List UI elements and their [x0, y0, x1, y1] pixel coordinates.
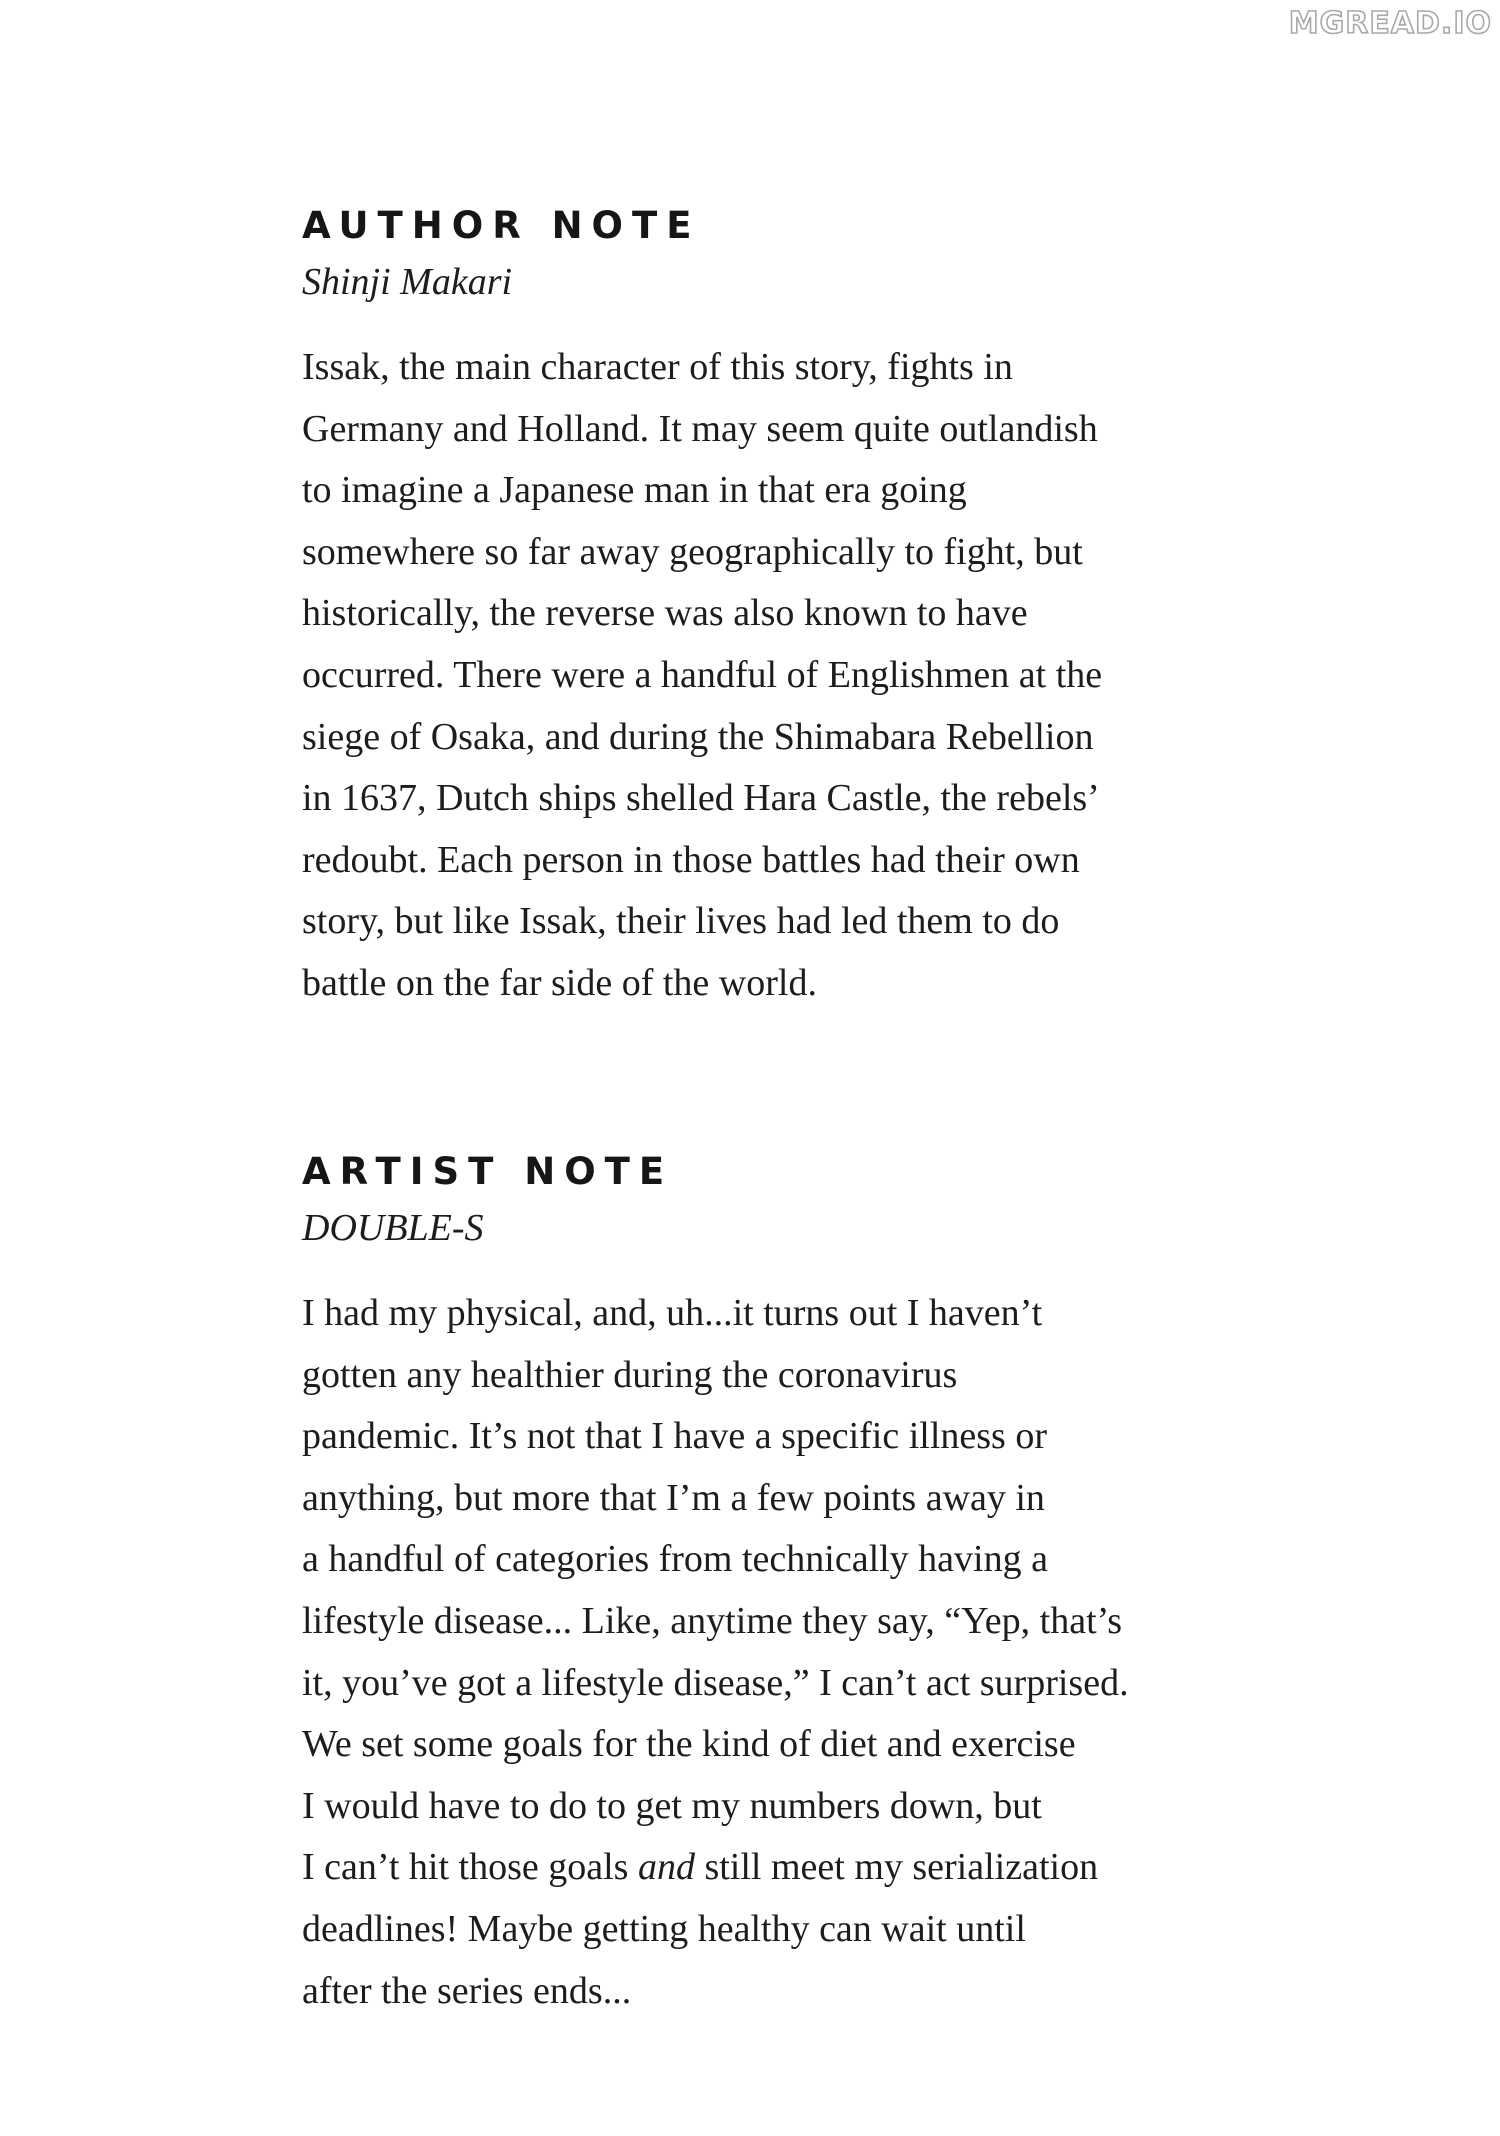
artist-name: DOUBLE-S [302, 1207, 484, 1249]
author-note [302, 198, 1302, 1015]
text-line: anything, but more that I’m a few points away in [302, 1476, 1045, 1519]
text-line: Issak, the main character of this story, fights in [302, 346, 1013, 388]
text-line: to imagine a Japanese man in that era going [302, 469, 967, 512]
text-line: I had my physical, and, uh...it turns out I haven’t [302, 1292, 1043, 1334]
text-line: deadlines! Maybe getting healthy can wait until [302, 1907, 1026, 1950]
text-line: lifestyle disease... Like, anytime they say, “Yep, that’s [302, 1599, 1122, 1642]
text-line: in 1637, Dutch ships shelled Hara Castle, the rebels’ [302, 777, 1100, 820]
text-line: I would have to do to get my numbers down, but [302, 1784, 1042, 1827]
text-line-with-emphasis [302, 1837, 1302, 1899]
author-note-body [302, 337, 1302, 1015]
text-line: redoubt. Each person in those battles had their own [302, 838, 1080, 881]
text-line: gotten any healthier during the coronavirus [302, 1353, 958, 1396]
author-note-heading: AUTHOR NOTE [302, 204, 701, 247]
text-line: somewhere so far away geographically to fight, but [302, 530, 1083, 573]
text-line: battle on the far side of the world. [302, 961, 817, 1004]
watermark-logo: MGREAD.IO [1288, 6, 1492, 41]
text-line: story, but like Issak, their lives had led them to do [302, 900, 1060, 943]
text-segment: still meet my serialization [694, 1846, 1099, 1889]
text-line: pandemic. It’s not that I have a specific illness or [302, 1415, 1047, 1458]
author-name: Shinji Makari [302, 261, 513, 303]
text-line: historically, the reverse was also known to have [302, 592, 1028, 635]
text-line: occurred. There were a handful of Englishmen at the [302, 653, 1103, 696]
text-line: a handful of categories from technically having a [302, 1538, 1048, 1581]
artist-note [302, 1144, 1302, 2022]
text-line: siege of Osaka, and during the Shimabara Rebellion [302, 715, 1094, 758]
artist-note-body [302, 1283, 1302, 2022]
text-line: after the series ends... [302, 1969, 632, 2012]
text-line: We set some goals for the kind of diet and exercise [302, 1723, 1076, 1766]
text-line: Germany and Holland. It may seem quite outlandish [302, 407, 1098, 450]
artist-note-heading: ARTIST NOTE [302, 1150, 674, 1193]
emphasized-word: and [637, 1846, 695, 1889]
text-line: it, you’ve got a lifestyle disease,” I can’t act surprised. [302, 1661, 1129, 1704]
text-segment: I can’t hit those goals [302, 1846, 638, 1889]
